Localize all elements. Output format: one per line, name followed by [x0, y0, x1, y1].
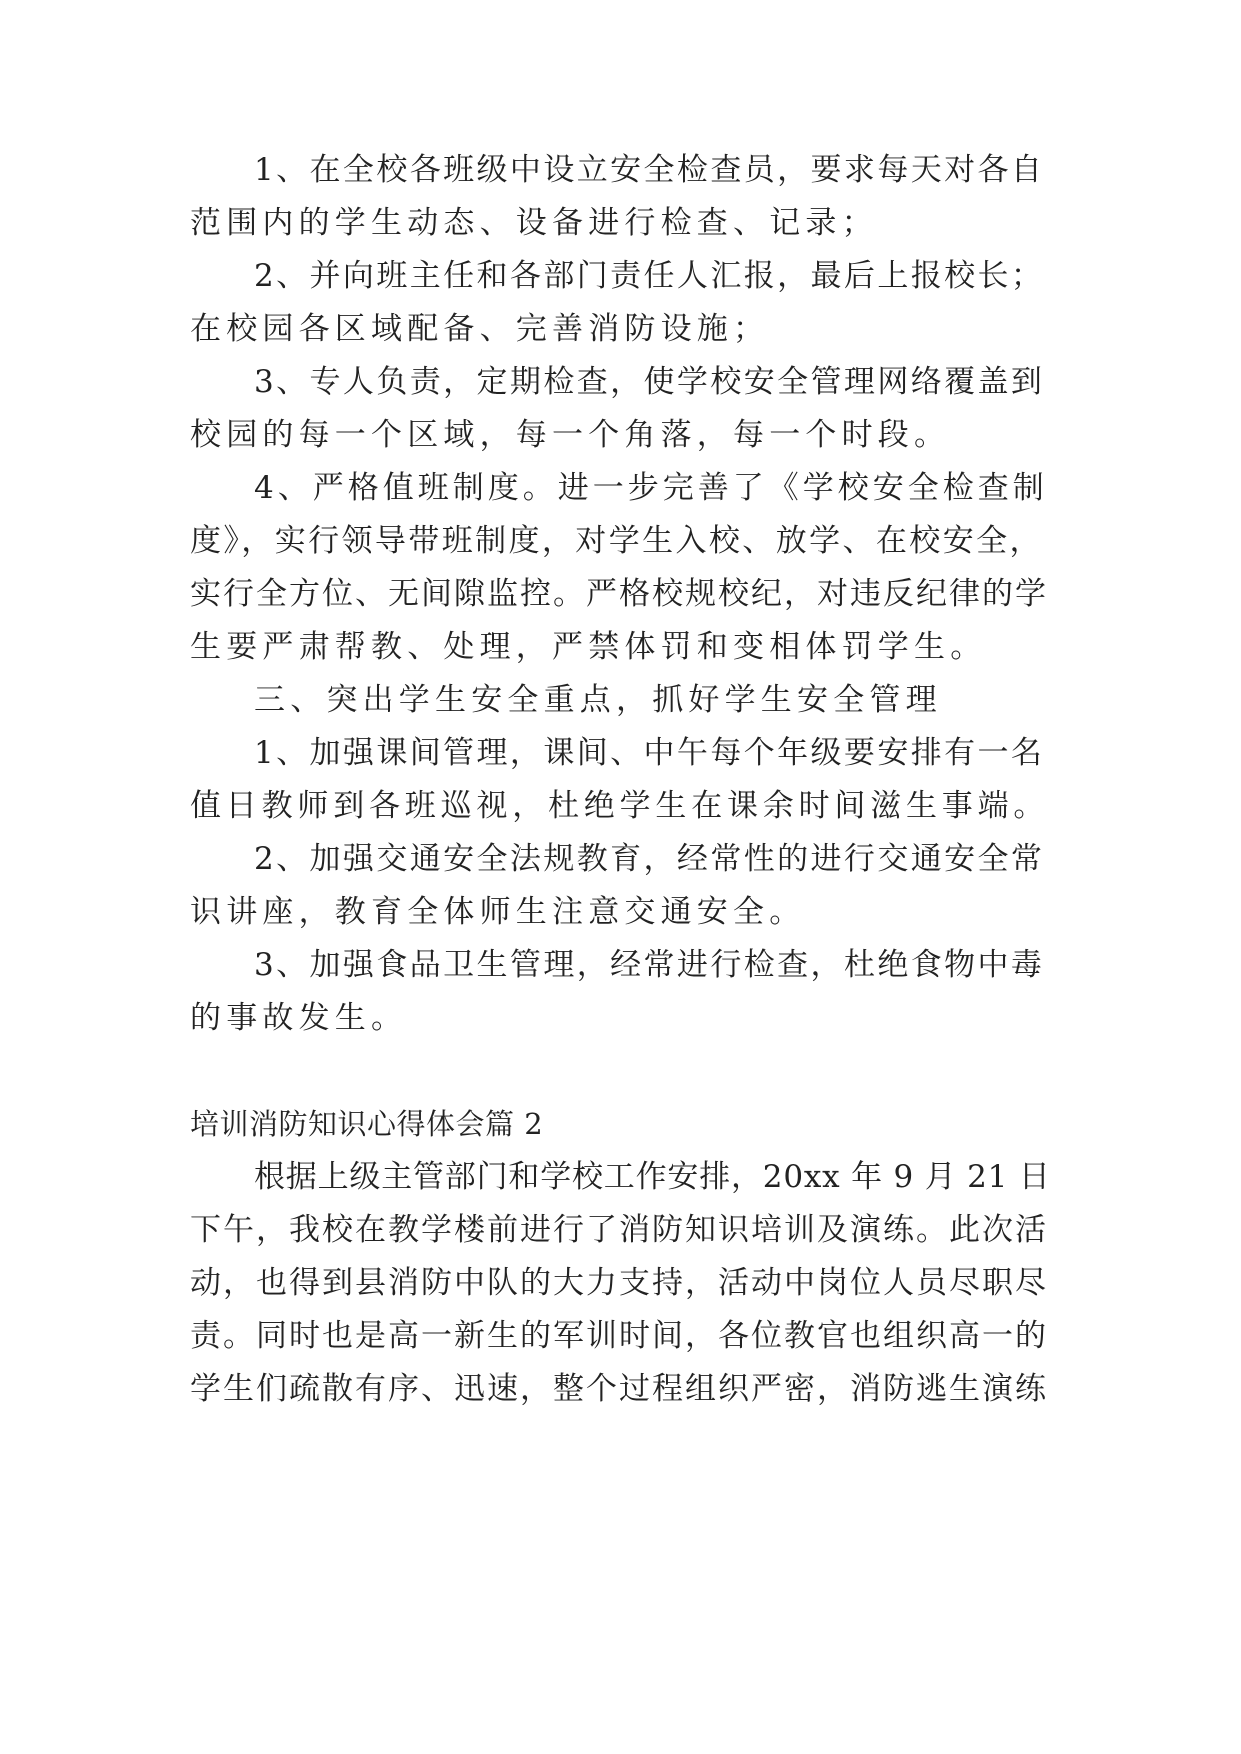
paragraph-line: 校园的每一个区域，每一个角落，每一个时段。: [190, 417, 951, 453]
paragraph-line: 1、加强课间管理，课间、中午每个年级要安排有一名: [254, 735, 1045, 771]
paragraph-line: 2、加强交通安全法规教育，经常性的进行交通安全常: [254, 841, 1045, 877]
paragraph-line: 学生们疏散有序、迅速，整个过程组织严密，消防逃生演练: [190, 1371, 1048, 1407]
paragraph-line: 2、并向班主任和各部门责任人汇报，最后上报校长；: [254, 258, 1045, 294]
paragraph-line: 识讲座，教育全体师生注意交通安全。: [190, 894, 806, 930]
paragraph-line: 1、在全校各班级中设立安全检查员，要求每天对各自: [254, 152, 1045, 188]
paragraph-line: 责。同时也是高一新生的军训时间，各位教官也组织高一的: [190, 1318, 1048, 1354]
paragraph-line: 3、专人负责，定期检查，使学校安全管理网络覆盖到: [254, 364, 1045, 400]
paragraph-line: 在校园各区域配备、完善消防设施；: [190, 311, 770, 347]
section-heading: 培训消防知识心得体会篇 2: [190, 1107, 544, 1141]
paragraph-line: 根据上级主管部门和学校工作安排，20xx 年 9 月 21 日: [254, 1159, 1051, 1195]
paragraph-line: 值日教师到各班巡视，杜绝学生在课余时间滋生事端。: [190, 788, 1050, 824]
paragraph-line: 实行全方位、无间隙监控。严格校规校纪，对违反纪律的学: [190, 576, 1048, 612]
paragraph-line: 4、严格值班制度。进一步完善了《学校安全检查制: [254, 470, 1048, 506]
paragraph-line: 下午，我校在教学楼前进行了消防知识培训及演练。此次活: [190, 1212, 1048, 1248]
paragraph-line: 3、加强食品卫生管理，经常进行检查，杜绝食物中毒: [254, 947, 1045, 983]
paragraph-line: 动，也得到县消防中队的大力支持，活动中岗位人员尽职尽: [190, 1265, 1048, 1301]
paragraph-line: 生要严肃帮教、处理，严禁体罚和变相体罚学生。: [190, 629, 987, 665]
section-subheading: 三、突出学生安全重点，抓好学生安全管理: [254, 682, 942, 718]
paragraph-line: 度》，实行领导带班制度，对学生入校、放学、在校安全，: [190, 523, 1043, 559]
paragraph-line: 范围内的学生动态、设备进行检查、记录；: [190, 205, 878, 241]
paragraph-line: 的事故发生。: [190, 1000, 408, 1036]
